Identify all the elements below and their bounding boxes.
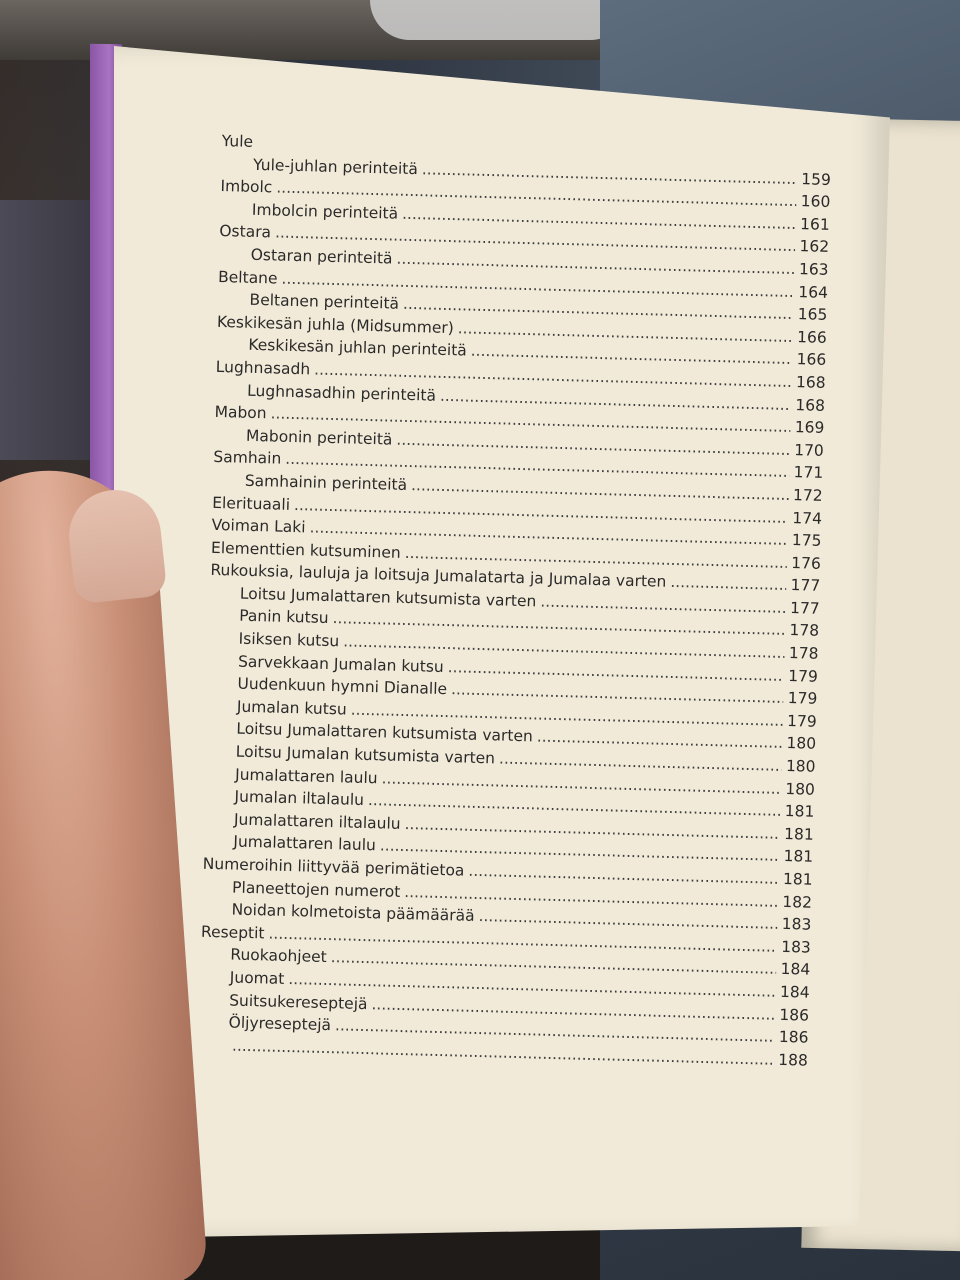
toc-entry-page: 178: [788, 644, 819, 663]
toc-entry-page: 188: [778, 1050, 809, 1070]
toc-entry-title: Öljyreseptejä: [228, 1013, 332, 1035]
toc-entry-page: 166: [796, 327, 828, 347]
toc-entry-title: Mabon: [214, 403, 267, 423]
toc-entry-page: 183: [780, 937, 812, 957]
toc-entry-title: Noidan kolmetoista päämäärää: [231, 900, 475, 926]
background-shelf: [0, 200, 90, 460]
toc-entry-page: 176: [791, 553, 822, 573]
toc-entry-page: 181: [784, 802, 815, 821]
toc-entry-page: 181: [783, 824, 814, 844]
toc-entry-page: 180: [786, 734, 817, 754]
toc-entry-title: Ruokaohjeet: [230, 945, 327, 967]
toc-entry-title: Suitsukereseptejä: [228, 991, 368, 1013]
toc-entry-title: Ostara: [219, 222, 272, 242]
toc-entry-page: 172: [792, 485, 823, 505]
toc-entry-page: 163: [798, 260, 829, 279]
toc-entry-page: 180: [785, 757, 816, 776]
toc-entry-page: 179: [788, 666, 819, 686]
toc-entry-title: Keskikesän juhla (Midsummer): [216, 312, 455, 337]
toc-entry-page: 175: [791, 531, 822, 550]
toc-entry-title: Keskikesän juhlan perinteitä: [248, 336, 467, 360]
background-object: [370, 0, 630, 40]
toc-entry-title: Loitsu Jumalattaren kutsumista varten: [239, 584, 537, 611]
toc-entry-title: Samhainin perinteitä: [244, 471, 408, 494]
toc-entry-title: Ostaran perinteitä: [250, 245, 393, 268]
toc-entry-page: 159: [801, 169, 832, 189]
toc-entry-page: 184: [780, 960, 811, 980]
toc-entry-page: 165: [797, 305, 828, 325]
toc-entry-page: 186: [778, 1028, 809, 1047]
toc-entry-title: Numeroihin liittyvää perimätietoa: [202, 854, 465, 880]
toc-entry-title: Voiman Laki: [211, 515, 306, 537]
toc-leader-dots: [670, 571, 787, 597]
toc-entry-page: 177: [789, 598, 820, 618]
toc-entry-page: 180: [785, 779, 816, 799]
toc-entry-title: Sarvekkaan Jumalan kutsu: [237, 652, 444, 676]
toc-entry-title: Yule-juhlan perinteitä: [252, 155, 419, 178]
toc-entry-title: Jumalan iltalaulu: [234, 787, 365, 810]
toc-entry-title: Beltanen perinteitä: [249, 290, 400, 313]
toc-entry-title: Juomat: [229, 968, 285, 988]
toc-entry-page: 164: [798, 282, 829, 302]
toc-entry-title: Jumalattaren laulu: [234, 765, 378, 787]
toc-entry-title: Lughnasadh: [215, 357, 311, 379]
toc-entry-title: Reseptit: [200, 922, 265, 943]
toc-entry-title: Imbolc: [220, 177, 273, 197]
toc-entry-page: 179: [786, 711, 817, 731]
toc-entry-title: Elerituaali: [212, 493, 291, 514]
toc-entry-title: Beltane: [217, 267, 278, 288]
toc-entry-title: Planeettojen numerot: [231, 878, 401, 901]
toc-entry-title: Samhain: [213, 448, 282, 468]
toc-entry-title: Jumalan kutsu: [236, 697, 347, 719]
toc-entry-title: Loitsu Jumalan kutsumista varten: [235, 742, 496, 768]
toc-entry-page: 170: [793, 440, 825, 460]
toc-entry-title: Isiksen kutsu: [238, 629, 340, 651]
toc-entry-page: 179: [787, 689, 818, 709]
toc-entry-page: 181: [783, 847, 814, 867]
toc-entry-page: 162: [799, 237, 830, 257]
toc-entry-title: Lughnasadhin perinteitä: [246, 381, 437, 405]
toc-entry-page: 161: [799, 214, 830, 234]
table-of-contents: [198, 130, 832, 1072]
toc-entry-title: Mabonin perinteitä: [245, 426, 393, 449]
toc-entry-title: Yule: [221, 131, 254, 151]
toc-entry-page: 181: [782, 869, 813, 889]
toc-entry-page: 186: [779, 1005, 810, 1025]
toc-entry-title: Elementtien kutsuminen: [210, 538, 401, 562]
toc-entry-title: Uudenkuun hymni Dianalle: [237, 674, 448, 699]
toc-entry-page: 168: [795, 373, 826, 392]
toc-entry-page: 168: [795, 395, 826, 415]
toc-entry-title: Panin kutsu: [239, 607, 329, 628]
toc-entry-page: 160: [800, 192, 831, 212]
toc-entry-title: Jumalattaren iltalaulu: [233, 810, 401, 833]
toc-entry-title: Imbolcin perinteitä: [251, 200, 399, 223]
toc-entry-page: 169: [794, 418, 825, 437]
toc-entry-page: 182: [782, 892, 813, 912]
toc-entry-page: 177: [790, 576, 821, 596]
toc-entry-page: 171: [793, 463, 824, 483]
toc-entry-page: 174: [792, 508, 823, 528]
toc-entry-page: 183: [781, 915, 812, 934]
toc-entry-title: Loitsu Jumalattaren kutsumista varten: [236, 720, 534, 746]
toc-entry-title: Jumalattaren laulu: [233, 832, 377, 855]
toc-entry-page: 178: [789, 621, 820, 641]
toc-entry-page: 166: [796, 350, 827, 370]
toc-entry-title: Rukouksia, lauluja ja loitsuja Jumalatarta ja Jumalaa varten: [210, 561, 667, 592]
toc-entry-page: 184: [779, 982, 810, 1002]
